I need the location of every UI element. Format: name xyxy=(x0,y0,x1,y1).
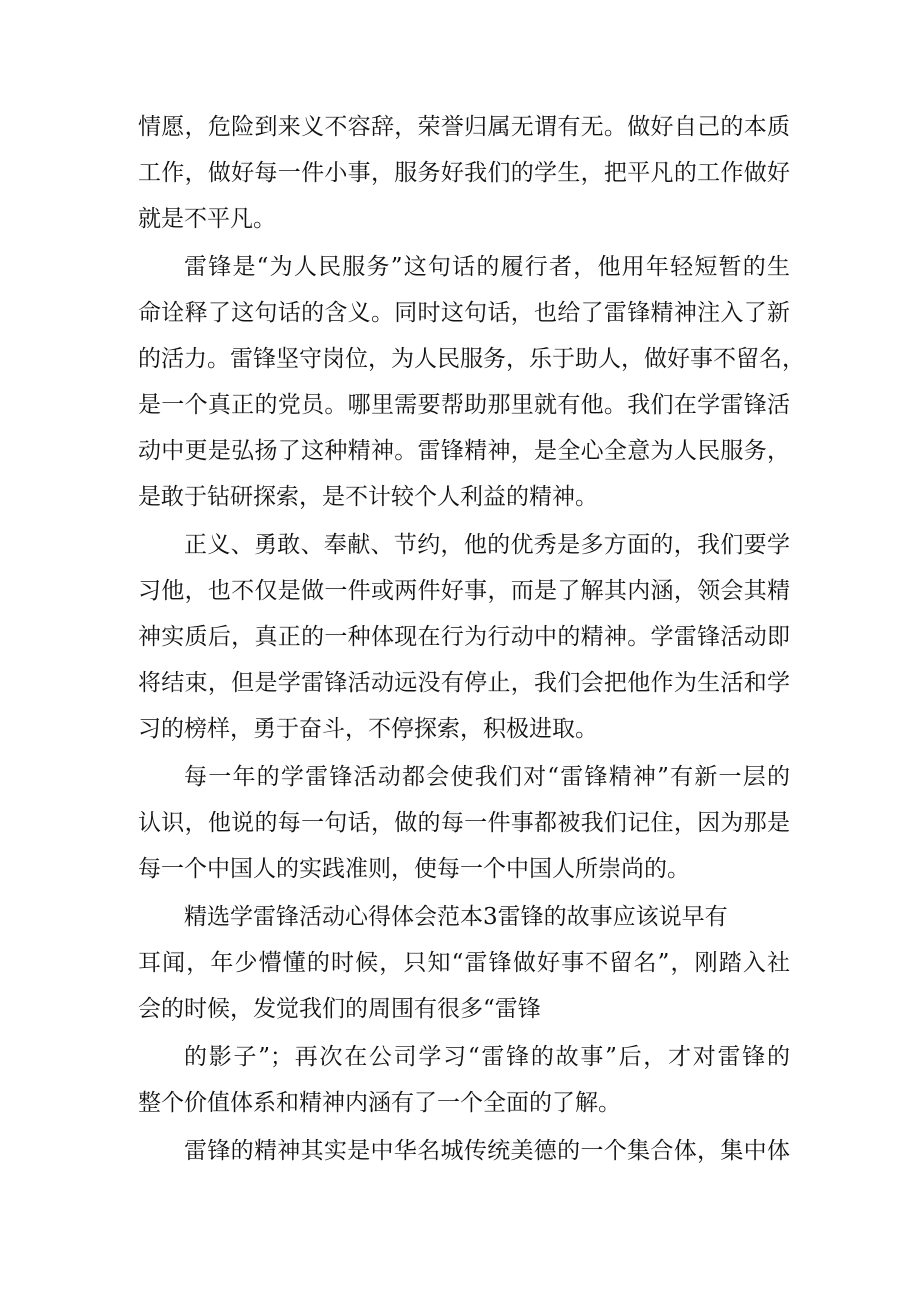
text-line: 每一年的学雷锋活动都会使我们对“雷锋精神”有新一层的 xyxy=(184,764,790,790)
text-line: 会的时候，发觉我们的周围有很多“雷锋 xyxy=(138,996,541,1022)
text-line: 将结束，但是学雷锋活动远没有停止，我们会把他作为生活和学 xyxy=(138,670,790,696)
text-line: 就是不平凡。 xyxy=(138,206,276,232)
text-line: 雷锋的精神其实是中华名城传统美德的一个集合体，集中体 xyxy=(184,1138,790,1164)
text-line: 认识，他说的每一句话，做的每一件事都被我们记住，因为那是 xyxy=(138,810,790,836)
text-line: 是一个真正的党员。哪里需要帮助那里就有他。我们在学雷锋活 xyxy=(138,392,790,418)
text-line: 神实质后，真正的一种体现在行为行动中的精神。学雷锋活动即 xyxy=(138,624,790,650)
text-line: 雷锋是“为人民服务”这句话的履行者，他用年轻短暂的生 xyxy=(184,254,790,280)
text-line: 动中更是弘扬了这种精神。雷锋精神，是全心全意为人民服务， xyxy=(138,438,790,464)
text-line: 的影子”；再次在公司学习“雷锋的故事”后，才对雷锋的 xyxy=(184,1044,790,1070)
text-line: 命诠释了这句话的含义。同时这句话，也给了雷锋精神注入了新 xyxy=(138,300,790,326)
text-line: 的活力。雷锋坚守岗位，为人民服务，乐于助人，做好事不留名， xyxy=(138,346,805,372)
text-line: 是敢于钻研探索，是不计较个人利益的精神。 xyxy=(138,484,598,510)
text-line: 习的榜样，勇于奋斗，不停探索，积极进取。 xyxy=(138,716,598,742)
text-line: 整个价值体系和精神内涵有了一个全面的了解。 xyxy=(138,1090,621,1116)
text-line: 耳闻，年少懵懂的时候，只知“雷锋做好事不留名”，刚踏入社 xyxy=(138,950,790,976)
text-line: 每一个中国人的实践准则，使每一个中国人所崇尚的。 xyxy=(138,856,690,882)
text-line: 正义、勇敢、奉献、节约，他的优秀是多方面的，我们要学 xyxy=(184,532,790,558)
text-line: 习他，也不仅是做一件或两件好事，而是了解其内涵，领会其精 xyxy=(138,578,790,604)
text-line: 精选学雷锋活动心得体会范本3雷锋的故事应该说早有 xyxy=(184,904,728,930)
text-line: 工作，做好每一件小事，服务好我们的学生，把平凡的工作做好 xyxy=(138,160,790,186)
text-line: 情愿，危险到来义不容辞，荣誉归属无谓有无。做好自己的本质 xyxy=(138,114,790,140)
